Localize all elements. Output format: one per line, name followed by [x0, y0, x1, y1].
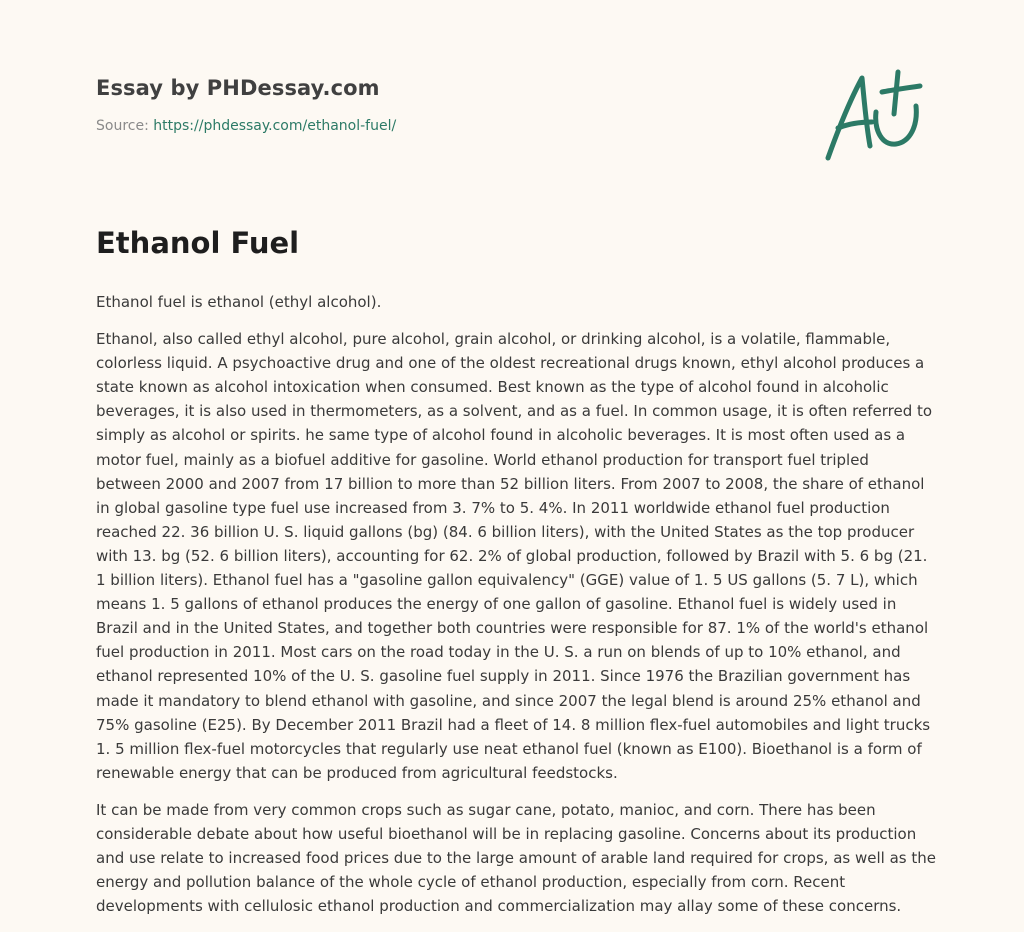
source-link[interactable]: https://phdessay.com/ethanol-fuel/: [153, 118, 397, 134]
paragraph-1: Ethanol fuel is ethanol (ethyl alcohol).: [96, 293, 382, 311]
article: [96, 226, 936, 931]
a-plus-logo: [822, 66, 928, 166]
paragraph-2: Ethanol, also called ethyl alcohol, pure alcohol, grain alcohol, or drinking alcohol, is a volatile, flammable, colorless liquid. A psychoactive drug and one of the oldest recreational drugs known, ethyl alcohol produces a state known as alcohol intoxication when consumed. Best known as the type of alcohol found in alcoholic beverages, it is also used in thermometers, as a solvent, and as a fuel. In common usage, it is often referred to simply as alcohol or spirits. he same type of alcohol found in alcoholic beverages. It is most often used as a motor fuel, mainly as a biofuel additive for gasoline. World ethanol production for transport fuel tripled between 2000 and 2007 from 17 billion to more than 52 billion liters. From 2007 to 2008, the share of ethanol in global gasoline type fuel use increased from 3. 7% to 5. 4%. In 2011 worldwide ethanol fuel production reached 22. 36 billion U. S. liquid gallons (bg) (84. 6 billion liters), with the United States as the top producer with 13. bg (52. 6 billion liters), accounting for 62. 2% of global production, followed by Brazil with 5. 6 bg (21. 1 billion liters). Ethanol fuel has a "gasoline gallon equivalency" (GGE) value of 1. 5 US gallons (5. 7 L), which means 1. 5 gallons of ethanol produces the energy of one gallon of gasoline. Ethanol fuel is widely used in Brazil and in the United States, and together both countries were responsible for 87. 1% of the world's ethanol fuel production in 2011. Most cars on the road today in the U. S. a run on blends of up to 10% ethanol, and ethanol represented 10% of the U. S. gasoline fuel supply in 2011. Since 1976 the Brazilian government has made it mandatory to blend ethanol with gasoline, and since 2007 the legal blend is around 25% ethanol and 75% gasoline (E25). By December 2011 Brazil had a fleet of 14. 8 million flex-fuel automobiles and light trucks 1. 5 million flex-fuel motorcycles that regularly use neat ethanol fuel (known as E100). Bioethanol is a form of renewable energy that can be produced from agricultural feedstocks.: [96, 330, 933, 782]
a-plus-logo-icon: [822, 66, 928, 166]
header: [96, 76, 796, 134]
brand-title: Essay by PHDessay.com: [96, 76, 380, 100]
source-label: Source:: [96, 118, 154, 134]
article-title: Ethanol Fuel: [96, 226, 300, 260]
paragraph-3: It can be made from very common crops such as sugar cane, potato, manioc, and corn. There has been considerable debate about how useful bioethanol will be in replacing gasoline. Concerns about its production and use relate to increased food prices due to the large amount of arable land required for crops, as well as the energy and pollution balance of the whole cycle of ethanol production, especially from corn. Recent developments with cellulosic ethanol production and commercialization may allay some of these concerns.: [96, 800, 936, 916]
source-line: [96, 118, 796, 134]
